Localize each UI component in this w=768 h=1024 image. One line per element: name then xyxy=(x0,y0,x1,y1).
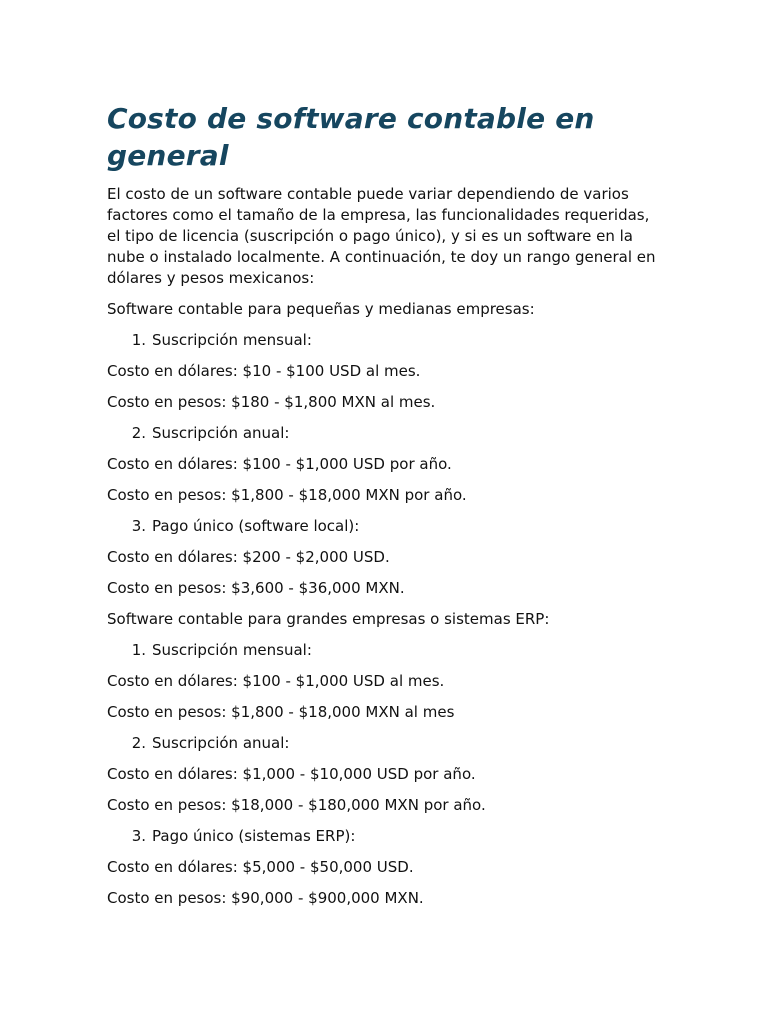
list-label: Suscripción anual: xyxy=(152,424,290,442)
cost-mxn: Costo en pesos: $1,800 - $18,000 MXN por año. xyxy=(107,486,467,504)
list-label: Suscripción mensual: xyxy=(152,641,312,659)
cost-usd: Costo en dólares: $100 - $1,000 USD al mes. xyxy=(107,672,445,690)
list-label: Pago único (sistemas ERP): xyxy=(152,827,356,845)
list-item xyxy=(107,423,667,444)
list-item xyxy=(107,733,667,754)
list-number: 2. xyxy=(131,734,146,752)
section-heading-pymes: Software contable para pequeñas y medianas empresas: xyxy=(107,300,535,318)
cost-mxn: Costo en pesos: $18,000 - $180,000 MXN por año. xyxy=(107,796,486,814)
list-label: Pago único (software local): xyxy=(152,517,360,535)
cost-usd: Costo en dólares: $5,000 - $50,000 USD. xyxy=(107,858,414,876)
list-item xyxy=(107,826,667,847)
list-label: Suscripción anual: xyxy=(152,734,290,752)
list-label: Suscripción mensual: xyxy=(152,331,312,349)
document-page xyxy=(107,100,667,919)
cost-usd: Costo en dólares: $100 - $1,000 USD por año. xyxy=(107,455,452,473)
cost-usd: Costo en dólares: $10 - $100 USD al mes. xyxy=(107,362,421,380)
list-item xyxy=(107,516,667,537)
cost-usd: Costo en dólares: $1,000 - $10,000 USD por año. xyxy=(107,765,476,783)
list-number: 2. xyxy=(131,424,146,442)
list-item xyxy=(107,640,667,661)
page-title: Costo de software contable en general xyxy=(107,102,595,172)
list-number: 1. xyxy=(131,641,146,659)
cost-mxn: Costo en pesos: $3,600 - $36,000 MXN. xyxy=(107,579,405,597)
cost-mxn: Costo en pesos: $90,000 - $900,000 MXN. xyxy=(107,889,424,907)
cost-mxn: Costo en pesos: $180 - $1,800 MXN al mes. xyxy=(107,393,436,411)
list-item xyxy=(107,330,667,351)
intro-paragraph: El costo de un software contable puede variar dependiendo de varios factores como el tamaño de la empresa, las funcionalidades requeridas, el tipo de licencia (suscripción o pago único), y si es un software en la nube o instalado localmente. A continuación, te doy un rango general en dólares y pesos mexicanos: xyxy=(107,185,656,287)
list-number: 3. xyxy=(131,517,146,535)
section-heading-erp: Software contable para grandes empresas o sistemas ERP: xyxy=(107,610,550,628)
list-number: 3. xyxy=(131,827,146,845)
cost-usd: Costo en dólares: $200 - $2,000 USD. xyxy=(107,548,390,566)
cost-mxn: Costo en pesos: $1,800 - $18,000 MXN al mes xyxy=(107,703,455,721)
list-number: 1. xyxy=(131,331,146,349)
